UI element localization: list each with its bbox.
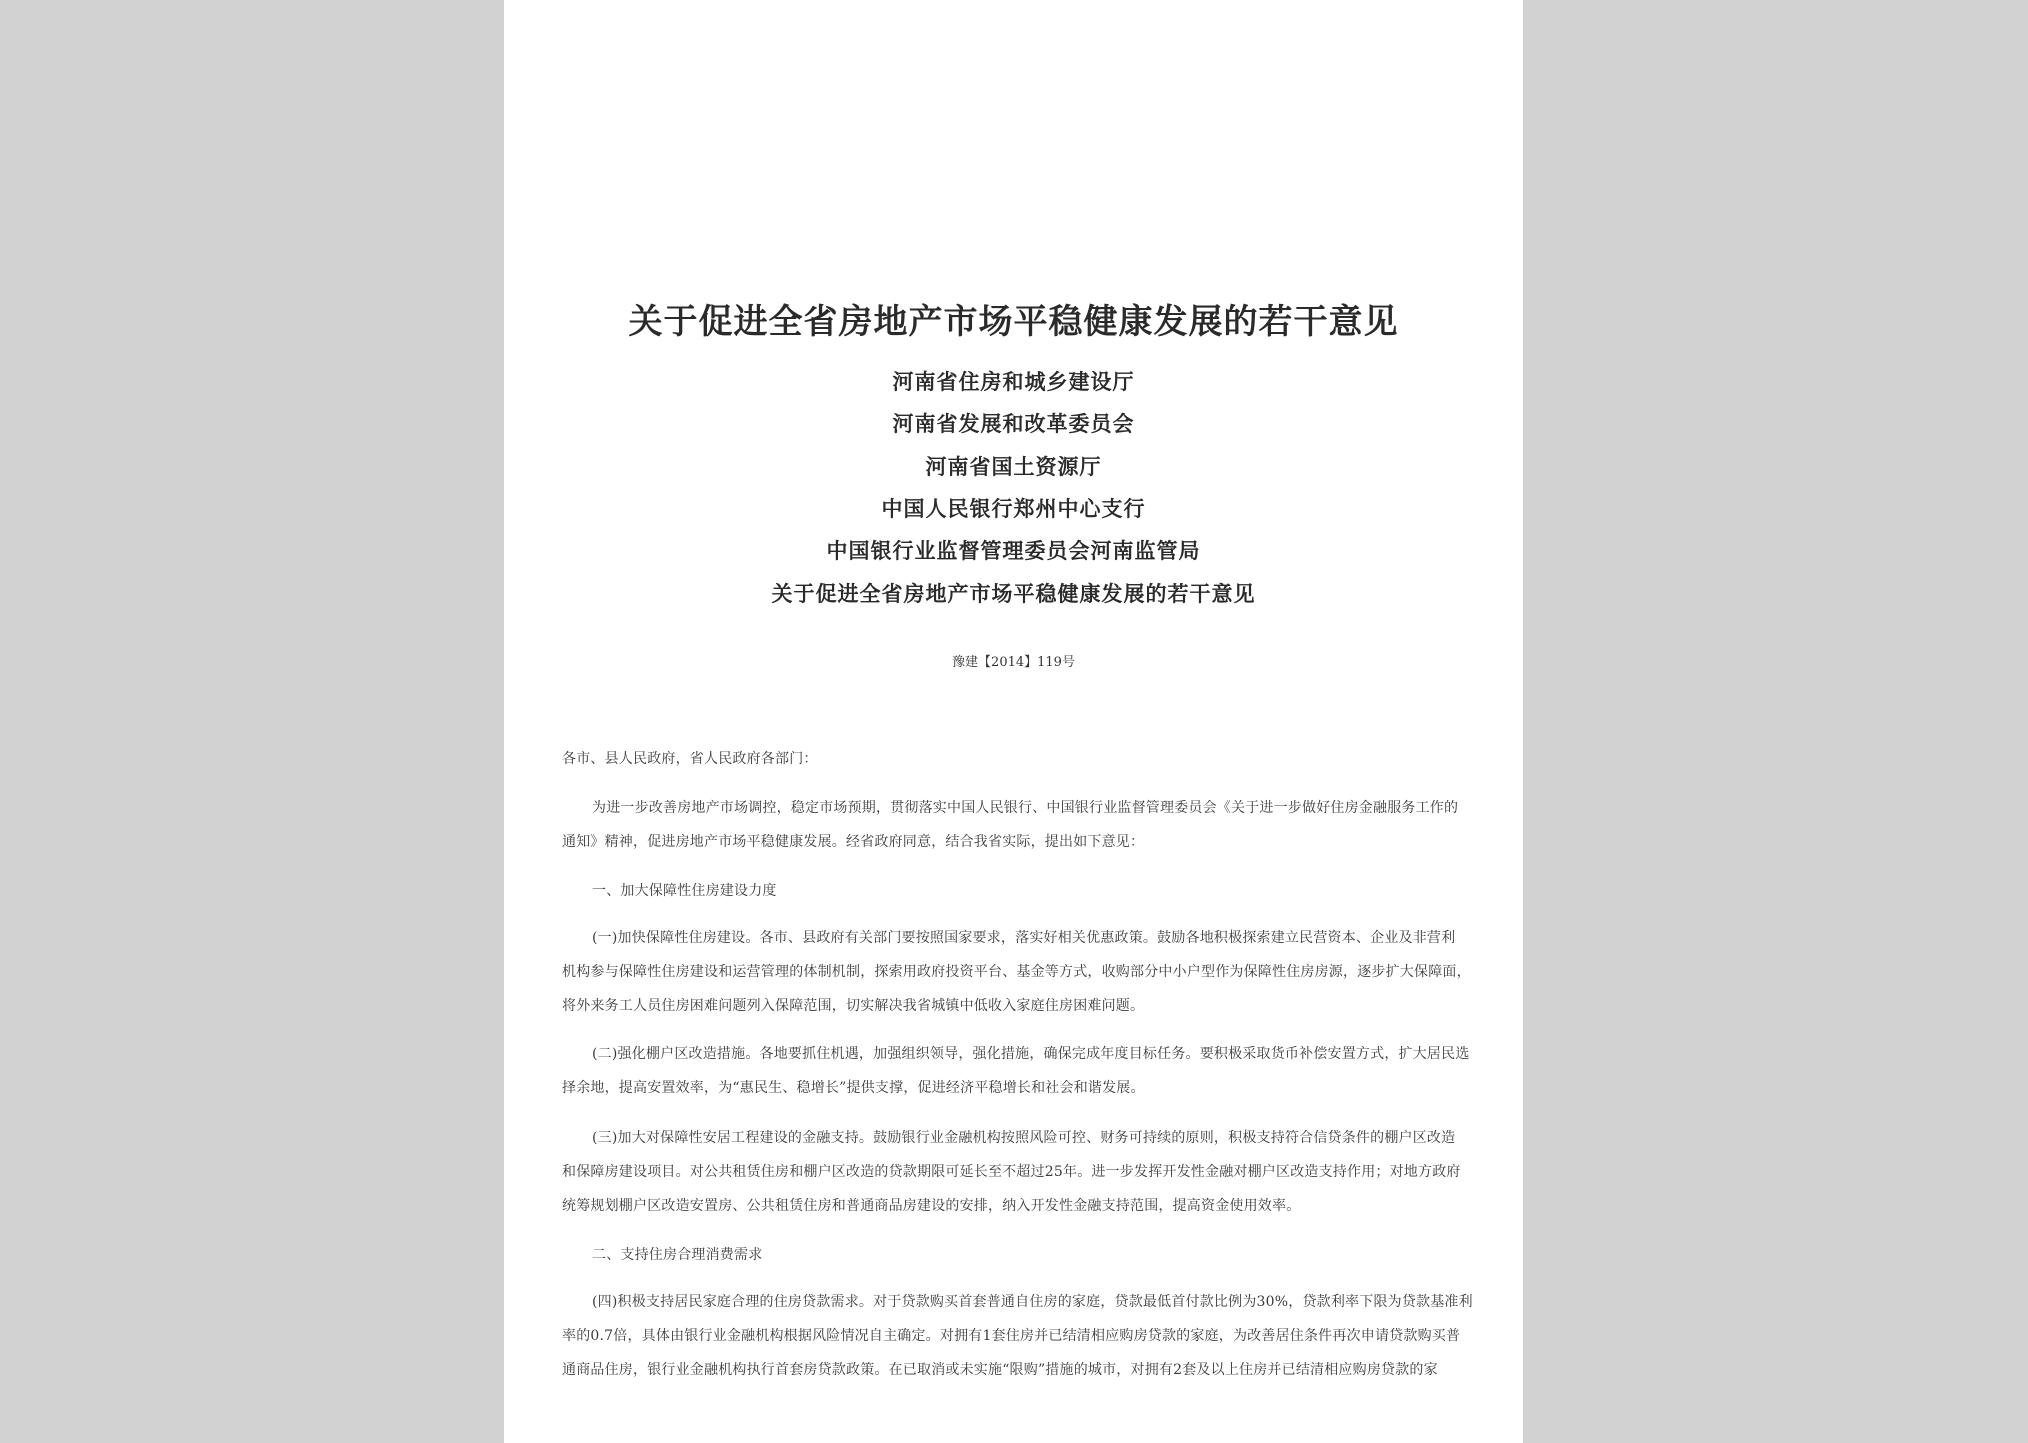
- body-line: (四)积极支持居民家庭合理的住房贷款需求。对于贷款购买首套普通自住房的家庭，贷款最低首付款比例为30%，贷款利率下限为贷款基准利: [592, 1294, 1473, 1310]
- body-line: 为进一步改善房地产市场调控，稳定市场预期，贯彻落实中国人民银行、中国银行业监督管理委员会《关于进一步做好住房金融服务工作的: [592, 800, 1459, 816]
- section-heading: 一、加大保障性住房建设力度: [592, 883, 777, 899]
- body-line: 通商品住房，银行业金融机构执行首套房贷款政策。在已取消或未实施“限购”措施的城市，对拥有2套及以上住房并已结清相应购房贷款的家: [562, 1362, 1438, 1378]
- issuer-line: 河南省发展和改革委员会: [892, 411, 1135, 436]
- body-line: 统筹规划棚户区改造安置房、公共租赁住房和普通商品房建设的安排，纳入开发性金融支持范围，提高资金使用效率。: [562, 1198, 1301, 1214]
- body-line: 择余地，提高安置效率，为“惠民生、稳增长”提供支撑，促进经济平稳增长和社会和谐发展。: [562, 1080, 1145, 1096]
- issuer-line: 中国银行业监督管理委员会河南监管局: [826, 538, 1201, 563]
- issuer-line: 河南省住房和城乡建设厅: [892, 369, 1135, 394]
- body-line: 率的0.7倍，具体由银行业金融机构根据风险情况自主确定。对拥有1套住房并已结清相应购房贷款的家庭，为改善居住条件再次申请贷款购买普: [562, 1328, 1461, 1344]
- document-page: [504, 0, 1523, 1443]
- addressee: 各市、县人民政府，省人民政府各部门：: [562, 751, 818, 767]
- body-line: 和保障房建设项目。对公共租赁住房和棚户区改造的贷款期限可延长至不超过25年。进一步发挥开发性金融对棚户区改造支持作用；对地方政府: [562, 1164, 1461, 1180]
- issuer-line: 关于促进全省房地产市场平稳健康发展的若干意见: [771, 581, 1256, 606]
- issuer-line: 河南省国土资源厅: [925, 454, 1102, 479]
- body-line: 将外来务工人员住房困难问题列入保障范围，切实解决我省城镇中低收入家庭住房困难问题。: [562, 998, 1145, 1014]
- body-line: 通知》精神，促进房地产市场平稳健康发展。经省政府同意，结合我省实际，提出如下意见：: [562, 834, 1145, 850]
- body-line: (二)强化棚户区改造措施。各地要抓住机遇，加强组织领导，强化措施，确保完成年度目标任务。要积极采取货币补偿安置方式，扩大居民选: [592, 1046, 1470, 1062]
- body-line: (一)加快保障性住房建设。各市、县政府有关部门要按照国家要求，落实好相关优惠政策。鼓励各地积极探索建立民营资本、企业及非营利: [592, 930, 1456, 946]
- body-line: 机构参与保障性住房建设和运营管理的体制机制，探索用政府投资平台、基金等方式，收购部分中小户型作为保障性住房房源，逐步扩大保障面，: [562, 964, 1471, 980]
- document-title: 关于促进全省房地产市场平稳健康发展的若干意见: [628, 302, 1399, 342]
- section-heading: 二、支持住房合理消费需求: [592, 1247, 763, 1263]
- document-number: 豫建【2014】119号: [952, 655, 1075, 670]
- body-line: (三)加大对保障性安居工程建设的金融支持。鼓励银行业金融机构按照风险可控、财务可持续的原则，积极支持符合信贷条件的棚户区改造: [592, 1130, 1456, 1146]
- issuer-line: 中国人民银行郑州中心支行: [881, 496, 1146, 521]
